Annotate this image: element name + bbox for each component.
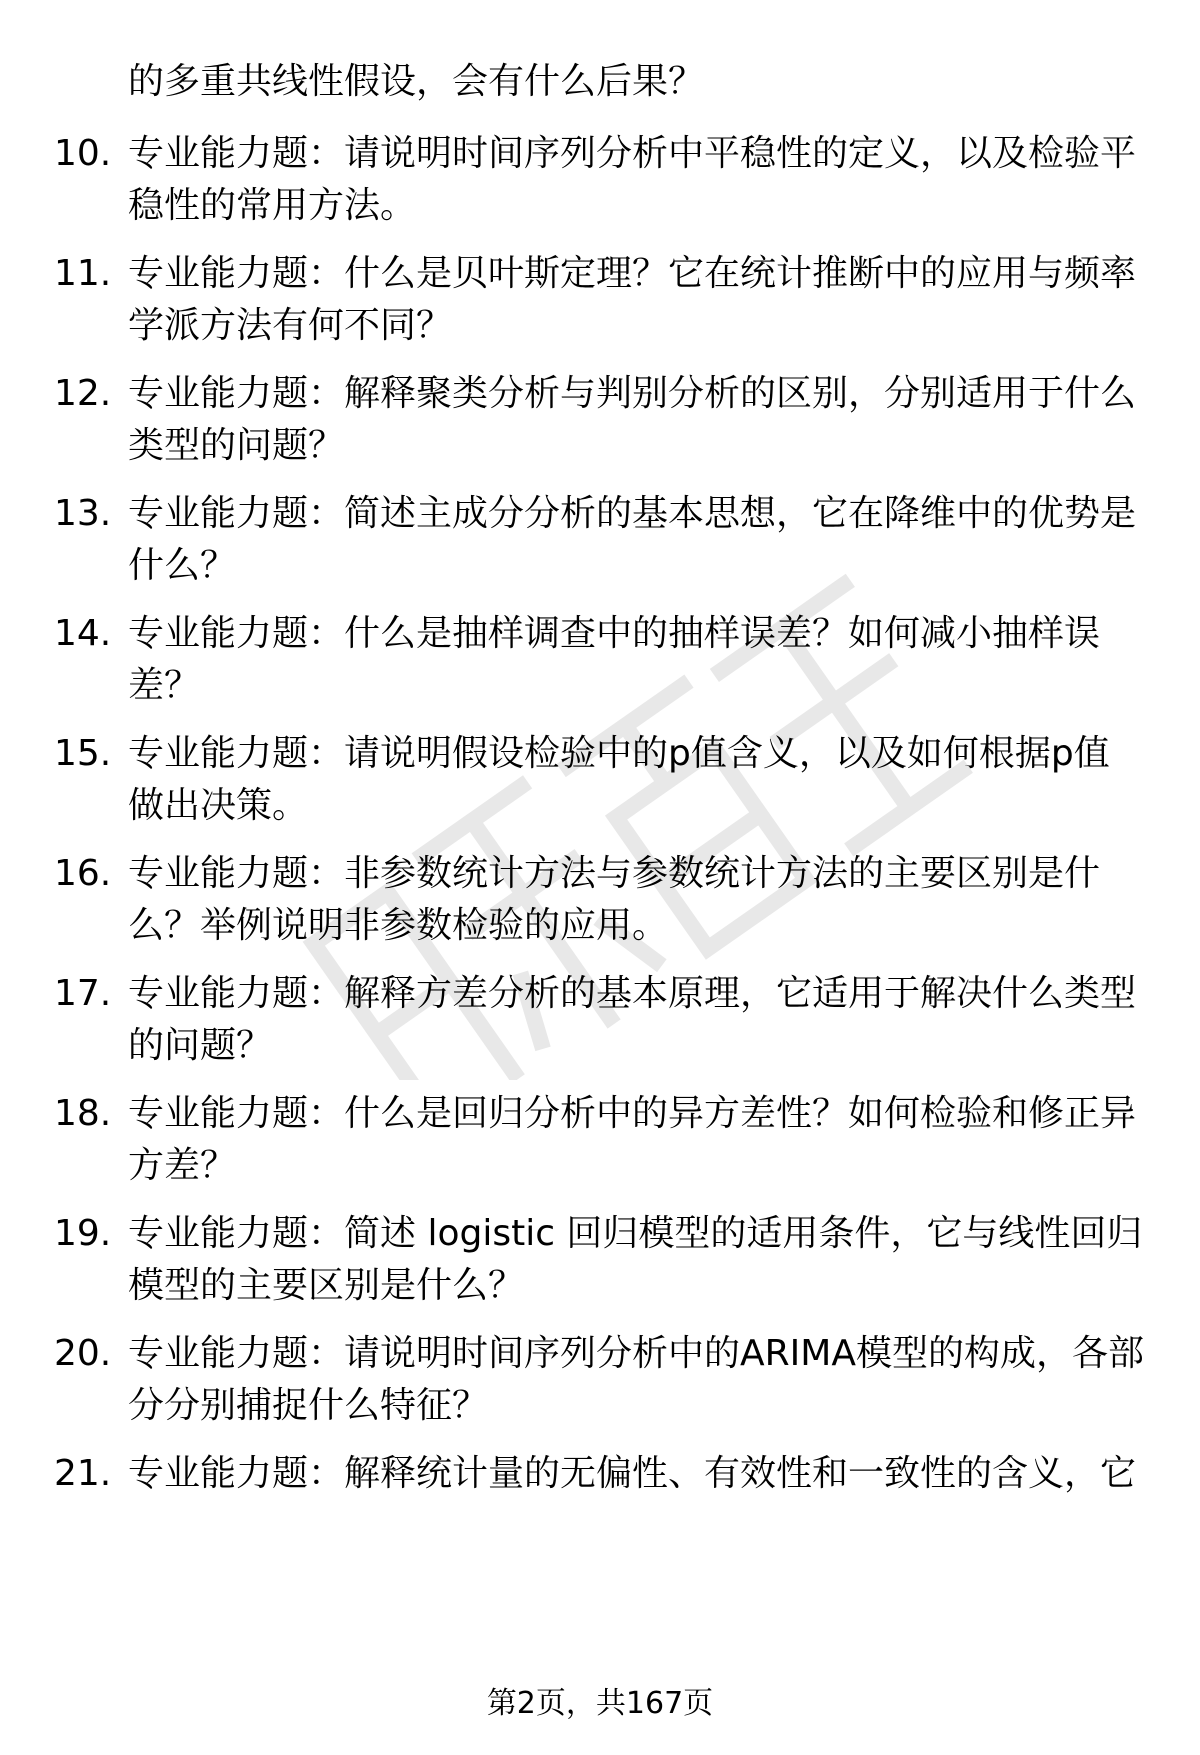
question-text: 专业能力题：简述 logistic 回归模型的适用条件，它与线性回归模型的主要区别是什么？: [128, 1213, 1143, 1306]
question-number: 18.: [54, 1093, 112, 1134]
question-item: [54, 128, 1144, 232]
question-number: 15.: [54, 733, 112, 774]
question-item: [54, 1448, 1144, 1500]
question-number: 16.: [54, 853, 112, 894]
question-text: 专业能力题：解释方差分析的基本原理，它适用于解决什么类型的问题？: [128, 973, 1137, 1066]
question-item: [54, 368, 1144, 472]
question-number: 11.: [54, 253, 112, 294]
question-number: 12.: [54, 373, 112, 414]
question-item: [54, 1088, 1144, 1192]
question-text: 专业能力题：什么是抽样调查中的抽样误差？如何减小抽样误差？: [128, 613, 1101, 706]
question-text: 专业能力题：什么是回归分析中的异方差性？如何检验和修正异方差？: [128, 1093, 1137, 1186]
question-item: [54, 488, 1144, 592]
question-text: 专业能力题：请说明时间序列分析中的ARIMA模型的构成，各部分分别捕捉什么特征？: [128, 1333, 1144, 1426]
question-number: 14.: [54, 613, 112, 654]
question-item: [54, 1208, 1144, 1312]
question-text: 专业能力题：非参数统计方法与参数统计方法的主要区别是什么？举例说明非参数检验的应用。: [128, 853, 1101, 946]
question-text: 专业能力题：请说明时间序列分析中平稳性的定义，以及检验平稳性的常用方法。: [128, 133, 1137, 226]
question-text: 专业能力题：解释统计量的无偏性、有效性和一致性的含义，它: [128, 1453, 1137, 1494]
continuation-text: 的多重共线性假设，会有什么后果？: [128, 61, 705, 102]
question-item: [54, 248, 1144, 352]
question-item: [54, 968, 1144, 1072]
question-number: 19.: [54, 1213, 112, 1254]
question-item: [54, 848, 1144, 952]
question-text: 专业能力题：请说明假设检验中的p值含义，以及如何根据p值做出决策。: [128, 733, 1110, 826]
question-number: 21.: [54, 1453, 112, 1494]
question-number: 17.: [54, 973, 112, 1014]
question-number: 20.: [54, 1333, 112, 1374]
question-text: 专业能力题：简述主成分分析的基本思想，它在降维中的优势是什么？: [128, 493, 1137, 586]
page-footer: 第2页，共167页: [486, 1686, 714, 1721]
question-item: [54, 728, 1144, 832]
question-number: 13.: [54, 493, 112, 534]
question-text: 专业能力题：什么是贝叶斯定理？它在统计推断中的应用与频率学派方法有何不同？: [128, 253, 1137, 346]
question-item: [54, 608, 1144, 712]
question-number: 10.: [54, 133, 112, 174]
question-text: 专业能力题：解释聚类分析与判别分析的区别，分别适用于什么类型的问题？: [128, 373, 1137, 466]
question-item: [54, 1328, 1144, 1432]
